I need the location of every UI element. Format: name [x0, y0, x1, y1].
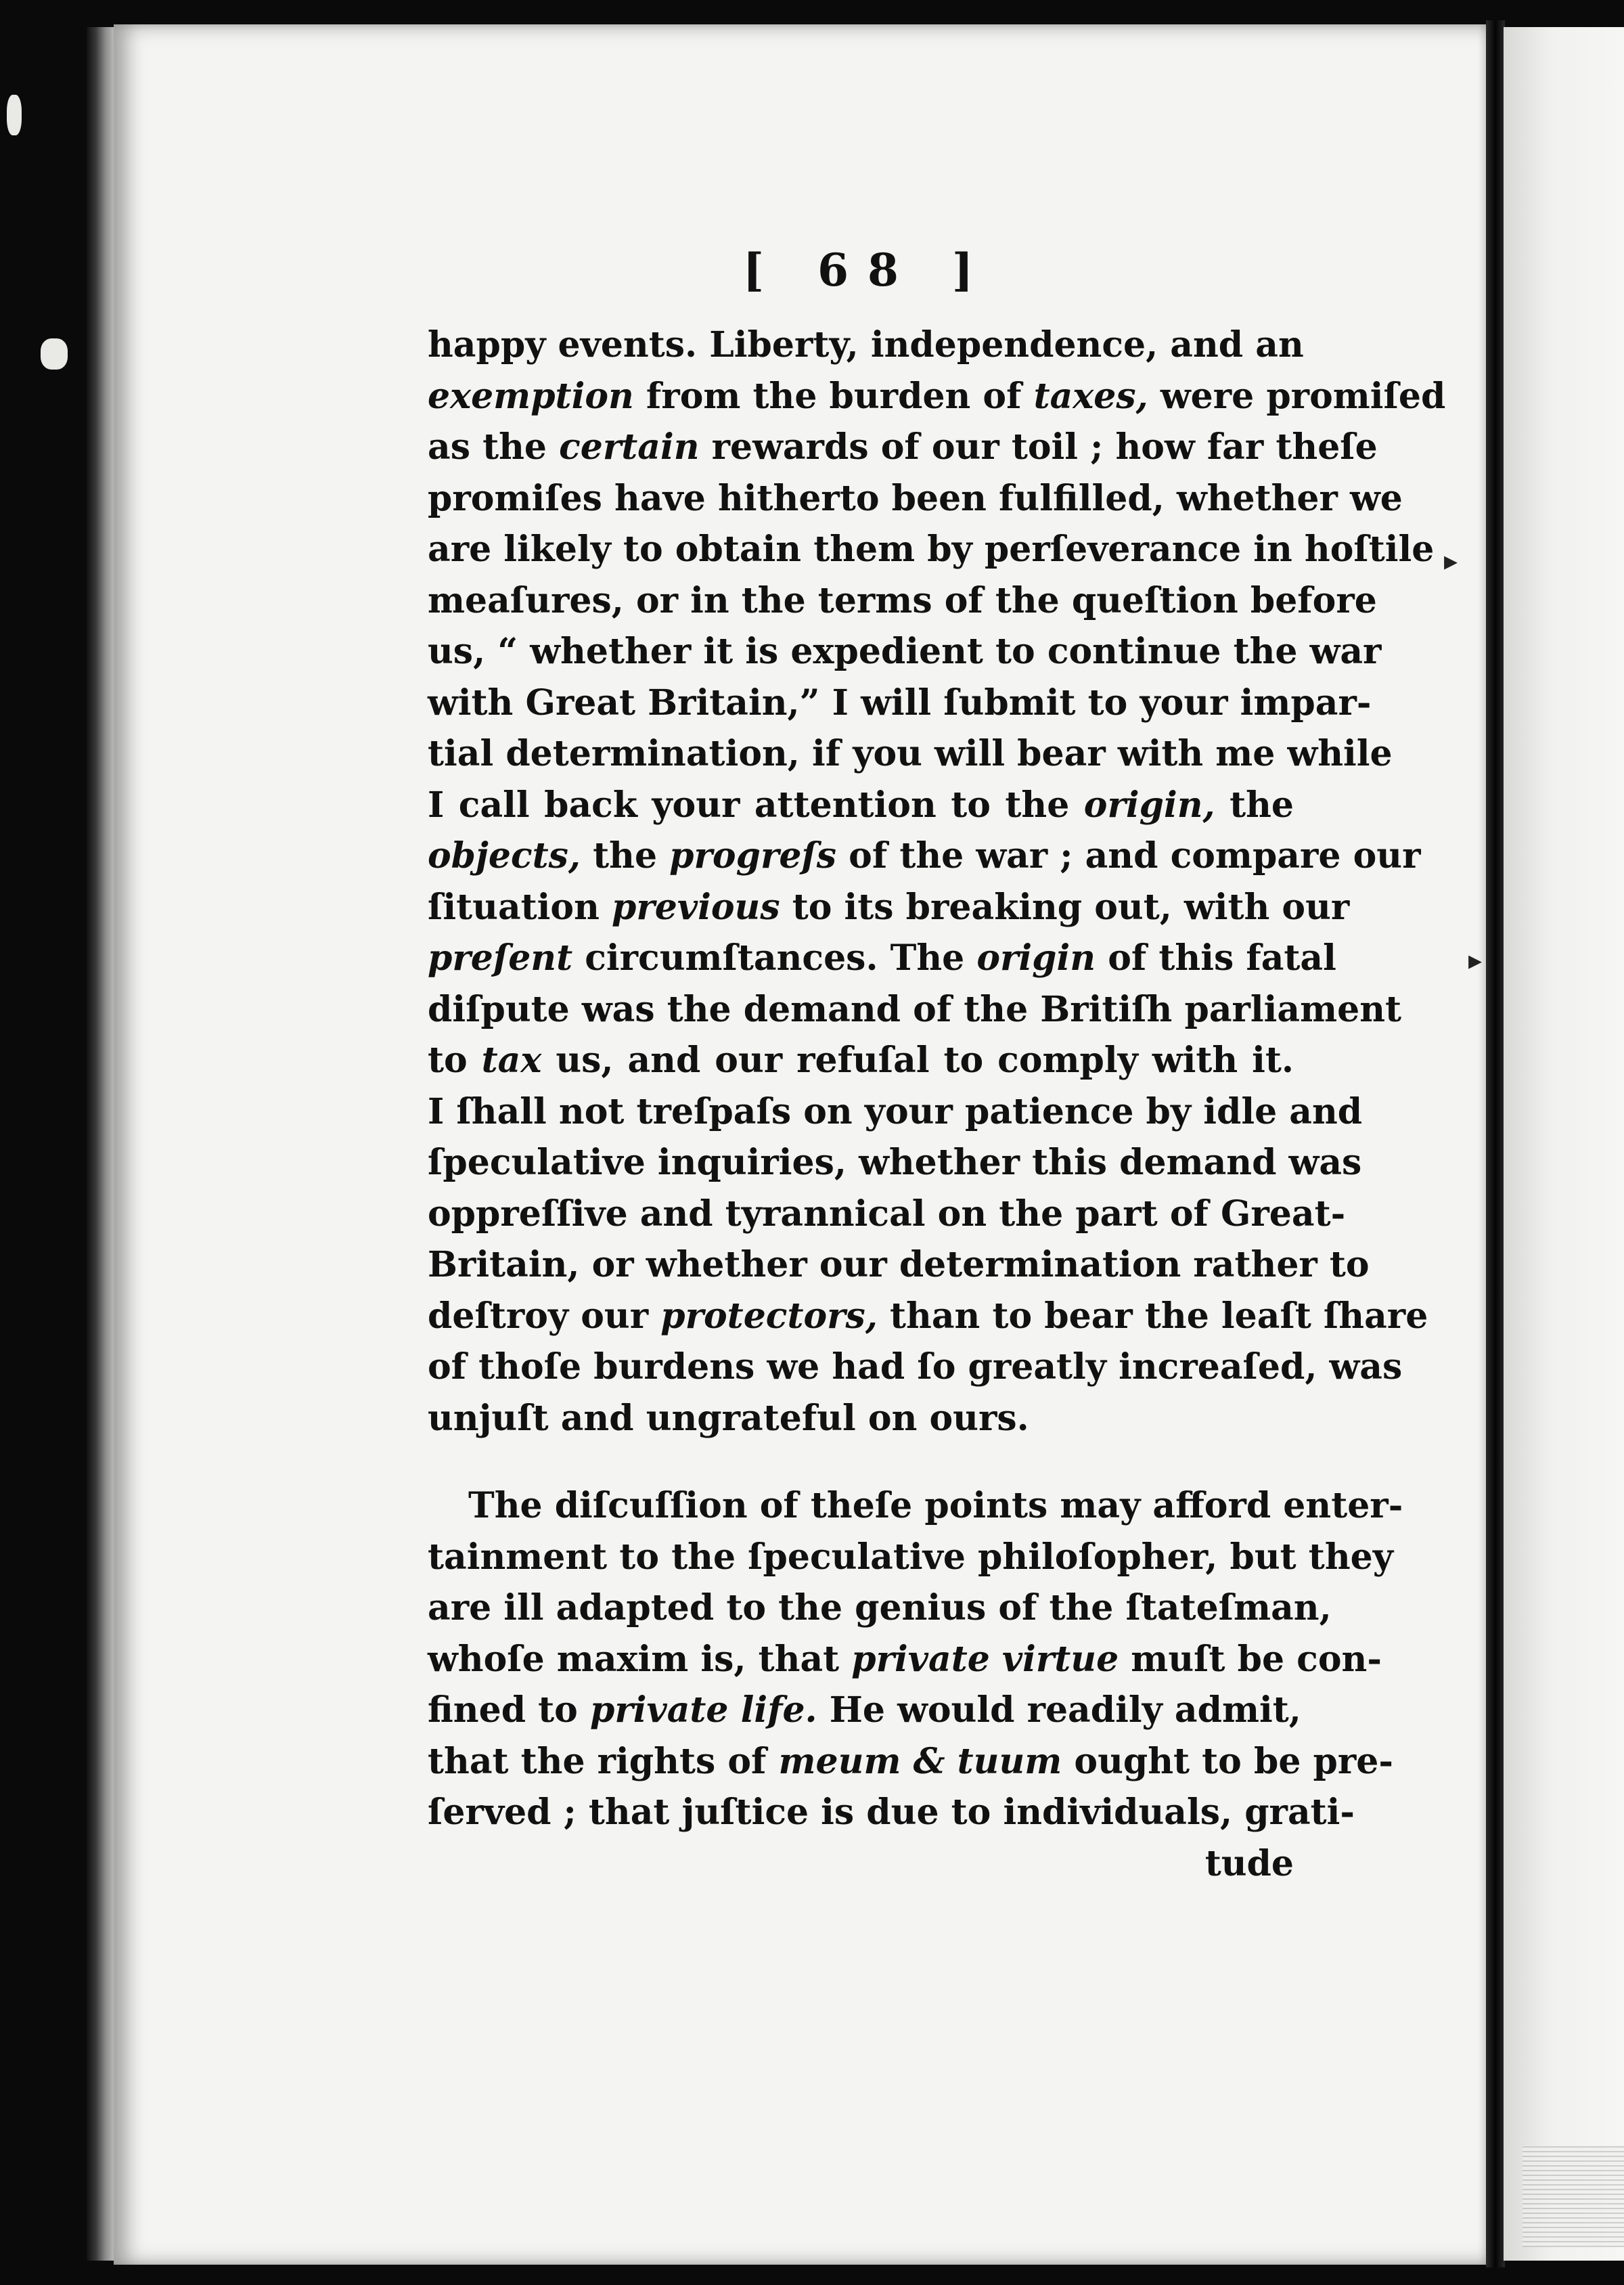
facing-page-texture: [1522, 2146, 1624, 2247]
facing-page-edge: [1504, 27, 1624, 2261]
text-line: [428, 1736, 1393, 1788]
text-line: [428, 371, 1446, 422]
text-run: I ſhall not treſpaſs on your patience by idle and: [428, 1090, 1363, 1132]
text-run: Britain, or whether our determination rather to: [428, 1244, 1370, 1285]
text-line: [428, 1291, 1428, 1342]
italic-run: previous: [612, 886, 780, 928]
margin-mark: ▸: [1468, 945, 1483, 976]
text-line: [428, 1035, 1294, 1086]
paragraph-2: [428, 1480, 1403, 1838]
text-run: as the: [428, 426, 560, 468]
italic-run: origin,: [1083, 784, 1215, 826]
text-run: of this fatal: [1096, 937, 1336, 979]
text-line: [428, 1634, 1382, 1685]
italic-run: taxes,: [1033, 375, 1148, 417]
text-run: circumſtances. The: [572, 937, 977, 979]
italic-run: progreſs: [669, 835, 837, 877]
text-run: meaſures, or in the terms of the queſtion before: [428, 579, 1377, 621]
text-run: to: [428, 1040, 482, 1081]
text-run: oppreſſive and tyrannical on the part of Great-: [428, 1193, 1346, 1235]
text-line: [428, 882, 1350, 933]
italic-run: certain: [559, 426, 700, 468]
text-run: with Great Britain,” I will ſubmit to your impar-: [428, 682, 1372, 724]
text-line: [428, 1685, 1301, 1736]
text-line: [428, 678, 1372, 729]
text-run: ſituation: [428, 886, 612, 928]
text-line: [428, 1582, 1332, 1634]
text-run: rewards of our toil ; how far theſe: [699, 426, 1378, 468]
paragraph-gap: [428, 1444, 1294, 1480]
paper-blemish: [7, 95, 22, 135]
italic-run: exemption: [428, 375, 634, 417]
text-run: I call back your attention to the: [428, 784, 1084, 826]
text-line: [428, 422, 1378, 473]
italic-run: private virtue: [851, 1638, 1119, 1680]
text-line: [428, 780, 1294, 831]
text-run: than to bear the leaſt ſhare: [877, 1295, 1428, 1337]
text-line: [428, 1239, 1370, 1291]
text-line: [428, 319, 1304, 371]
paragraph-1: [428, 319, 1446, 1444]
text-line: [428, 524, 1435, 575]
text-line: [428, 1480, 1403, 1532]
text-run: are likely to obtain them by perſeverance in hoſtile: [428, 529, 1435, 570]
text-line: [428, 1189, 1346, 1240]
catchword: tude: [1204, 1842, 1294, 1884]
text-run: ought to be pre-: [1062, 1740, 1393, 1782]
text-run: diſpute was the demand of the Britiſh parliament: [428, 988, 1402, 1030]
text-line: [428, 1137, 1362, 1189]
text-run: us, and our refuſal to comply with it.: [541, 1040, 1294, 1081]
paper-blemish: [41, 338, 68, 370]
text-run: promiſes have hitherto been fulfilled, whether we: [428, 477, 1403, 519]
text-run: deſtroy our: [428, 1295, 661, 1337]
text-run: The diſcuſſion of theſe points may afford enter-: [468, 1485, 1403, 1526]
text-run: from the burden of: [633, 375, 1034, 417]
text-line: [428, 473, 1403, 525]
text-run: tial determination, if you will bear with me while: [428, 733, 1393, 774]
text-run: He would readily admit,: [817, 1689, 1301, 1731]
text-run: that the rights of: [428, 1740, 779, 1782]
page-number-header: [ 68 ]: [742, 244, 993, 296]
italic-run: private life.: [589, 1689, 817, 1731]
italic-run: protectors,: [660, 1295, 878, 1337]
text-line: [428, 984, 1402, 1036]
book-gutter: [1486, 20, 1505, 2267]
text-run: to its breaking out, with our: [780, 886, 1350, 928]
text-run: whoſe maxim is, that: [428, 1638, 852, 1680]
italic-run: origin: [976, 937, 1096, 979]
italic-run: meum & tuum: [778, 1740, 1062, 1782]
italic-run: objects,: [428, 835, 581, 877]
text-block: [428, 244, 1446, 1889]
text-run: us, “ whether it is expedient to continue the war: [428, 631, 1382, 672]
text-line: [428, 626, 1382, 678]
text-run: are ill adapted to the genius of the ſtateſman,: [428, 1587, 1332, 1628]
text-run: muſt be con-: [1119, 1638, 1382, 1680]
text-line: [428, 1787, 1355, 1838]
text-run: ſpeculative inquiries, whether this demand was: [428, 1142, 1362, 1183]
text-run: fined to: [428, 1689, 590, 1731]
text-line: [428, 1393, 1294, 1444]
text-line: [428, 1086, 1363, 1138]
text-run: unjuſt and ungrateful on ours.: [428, 1397, 1029, 1439]
italic-run: preſent: [428, 937, 573, 979]
text-run: were promiſed: [1148, 375, 1446, 417]
text-run: of the war ; and compare our: [836, 835, 1421, 877]
text-line: [428, 1341, 1403, 1393]
text-run: ſerved ; that juſtice is due to individuals, grati-: [428, 1792, 1355, 1833]
text-line: [428, 1532, 1393, 1583]
text-run: the: [1215, 784, 1294, 826]
text-line: [428, 728, 1393, 780]
text-run: happy events. Liberty, independence, and an: [428, 324, 1304, 365]
text-run: of thoſe burdens we had ſo greatly increaſed, was: [428, 1346, 1403, 1388]
italic-run: tax: [481, 1040, 542, 1081]
text-run: the: [581, 835, 670, 877]
text-run: tainment to the ſpeculative philoſopher, but they: [428, 1536, 1393, 1578]
margin-mark: ▸: [1444, 546, 1458, 577]
text-line: [428, 575, 1377, 627]
text-line: [428, 933, 1336, 984]
text-line: [428, 830, 1421, 882]
